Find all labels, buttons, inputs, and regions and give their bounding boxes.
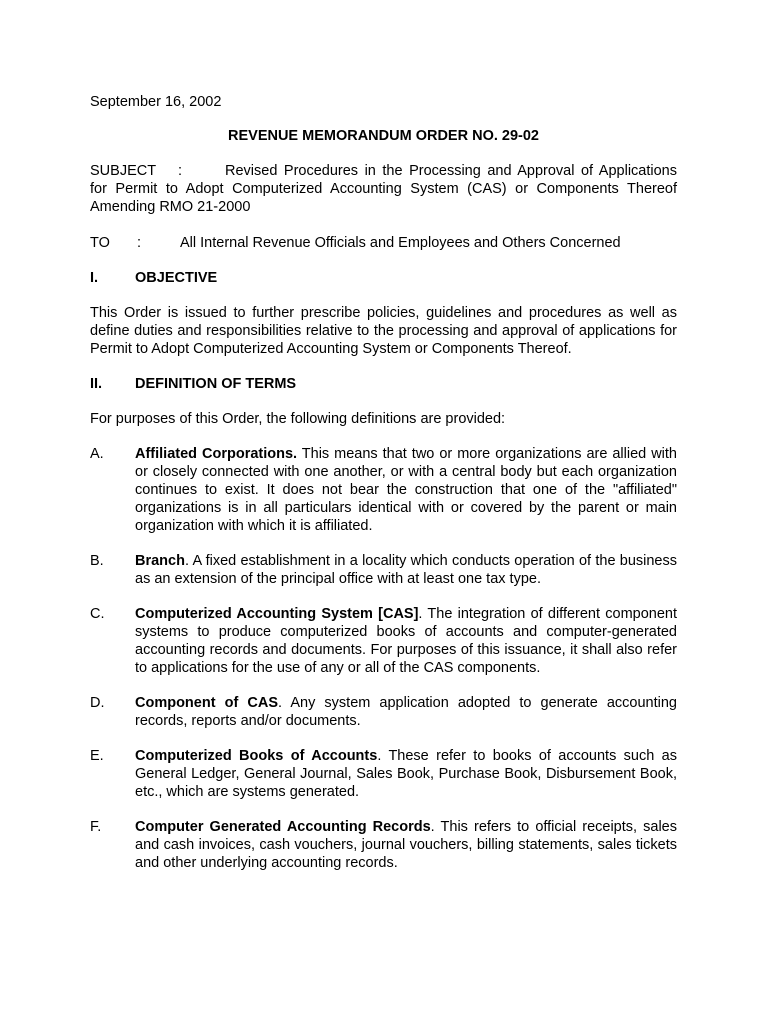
definition-text: This means that two or more organizations are allied with or closely connected with one another, or with a central body but each organization continues to exist. It does not bear the construction that one of the "affiliated" organizations is in all particulars identical with or covered by the parent or main organization with which it is affiliated. <box>135 446 677 534</box>
to-line <box>90 234 677 252</box>
definition-item <box>90 605 677 677</box>
definition-letter: A. <box>90 446 104 462</box>
definition-term: Branch <box>135 553 185 569</box>
definition-item <box>90 818 677 872</box>
definition-letter: B. <box>90 553 104 569</box>
subject-line <box>90 162 677 216</box>
definition-item <box>90 445 677 535</box>
subject-label: SUBJECT <box>90 163 157 179</box>
section-number: I. <box>90 270 99 286</box>
subject-colon: : <box>178 163 183 179</box>
definition-term: Component of CAS <box>135 695 279 711</box>
to-text: All Internal Revenue Officials and Employees and Others Concerned <box>180 235 621 251</box>
definition-text: . This refers to official receipts, sales and cash invoices, cash vouchers, journal vouchers, billing statements, sales tickets and other underlying accounting records. <box>135 819 677 871</box>
definition-term: Affiliated Corporations. <box>135 446 298 462</box>
section-title: DEFINITION OF TERMS <box>135 376 297 392</box>
definition-text: . Any system application adopted to generate accounting records, reports and/or documents. <box>135 695 677 729</box>
document-title: REVENUE MEMORANDUM ORDER NO. 29-02 <box>228 128 539 144</box>
section-number: II. <box>90 376 103 392</box>
definition-text: . These refer to books of accounts such as General Ledger, General Journal, Sales Book, Purchase Book, Disbursement Book, etc., which are systems generated. <box>135 748 677 800</box>
definition-letter: F. <box>90 819 102 835</box>
section-heading-objective <box>90 269 677 287</box>
definition-term: Computerized Books of Accounts <box>135 748 378 764</box>
document-body <box>90 93 677 889</box>
section-heading-definitions <box>90 375 677 393</box>
definition-item <box>90 694 677 730</box>
definition-text: . A fixed establishment in a locality which conducts operation of the business as an extension of the principal office with at least one tax type. <box>135 553 677 587</box>
objective-paragraph: This Order is issued to further prescribe policies, guidelines and procedures as well as define duties and responsibilities relative to the processing and approval of applications for Permit to Adopt Computerized Accounting System or Components Thereof. <box>90 305 677 357</box>
definition-text: . The integration of different component systems to produce computerized books of accounts and computer-generated accounting records and documents. For purposes of this issuance, it shall also refer to applications for the use of any or all of the CAS components. <box>135 606 677 676</box>
definition-letter: D. <box>90 695 105 711</box>
document-date: September 16, 2002 <box>90 94 222 110</box>
definition-item <box>90 747 677 801</box>
definition-item <box>90 552 677 588</box>
definition-letter: C. <box>90 606 105 622</box>
subject-text: Revised Procedures in the Processing and Approval of Applications for Permit to Adopt Computerized Accounting System (CAS) or Components Thereof Amending RMO 21-2000 <box>90 163 677 215</box>
definition-term: Computerized Accounting System [CAS] <box>135 606 419 622</box>
definition-letter: E. <box>90 748 104 764</box>
definitions-intro: For purposes of this Order, the following definitions are provided: <box>90 411 506 427</box>
to-label: TO <box>90 235 110 251</box>
to-colon: : <box>137 235 142 251</box>
definition-term: Computer Generated Accounting Records <box>135 819 431 835</box>
section-title: OBJECTIVE <box>135 270 218 286</box>
